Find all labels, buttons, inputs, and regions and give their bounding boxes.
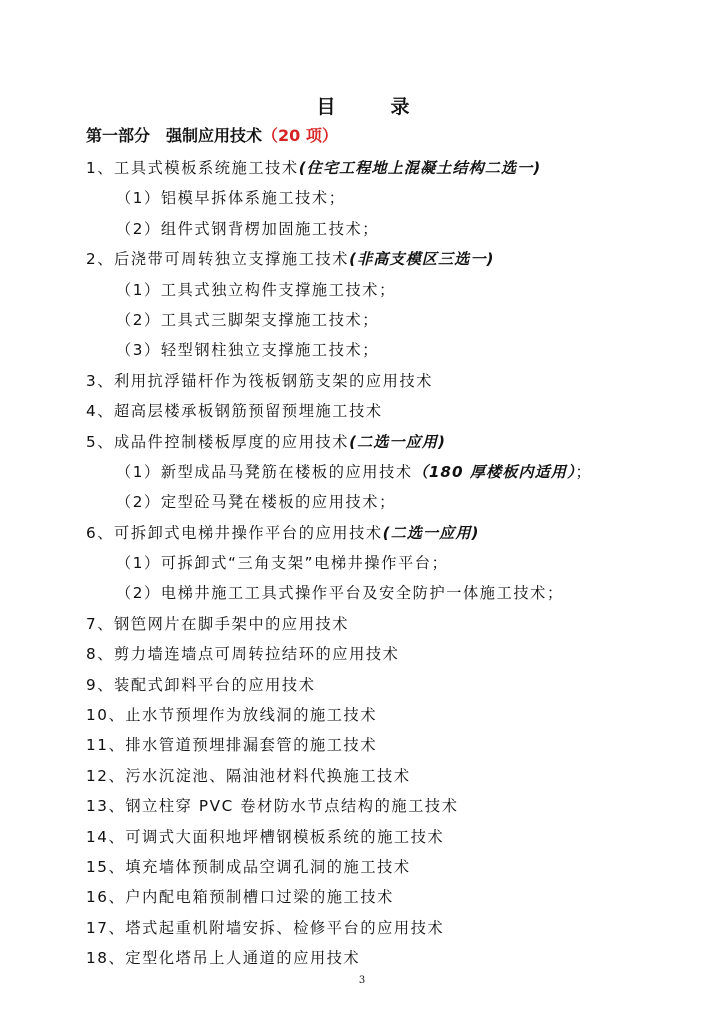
toc-entry-text: 5、成品件控制楼板厚度的应用技术 bbox=[86, 432, 350, 451]
toc-entry bbox=[0, 578, 724, 608]
toc-entry bbox=[0, 457, 724, 487]
page-number: 3 bbox=[358, 975, 366, 986]
toc-entry-text: 7、钢笆网片在脚手架中的应用技术 bbox=[86, 614, 350, 633]
toc-entry-note: （180 厚楼板内适用） bbox=[412, 462, 576, 481]
toc-entry bbox=[0, 396, 724, 426]
toc-title: 目 录 bbox=[316, 96, 428, 118]
toc-entry-text: 14、可调式大面积地坪槽钢模板系统的施工技术 bbox=[86, 827, 445, 846]
toc-entry-text: 17、塔式起重机附墙安拆、检修平台的应用技术 bbox=[86, 918, 445, 937]
toc-entry-note: (二选一应用) bbox=[349, 432, 446, 451]
toc-entry bbox=[0, 275, 724, 305]
toc-entry bbox=[0, 639, 724, 669]
toc-entry-text: 1、工具式模板系统施工技术 bbox=[86, 159, 299, 177]
toc-entry bbox=[0, 518, 724, 548]
toc-entry bbox=[0, 153, 724, 183]
part-count: （20 项） bbox=[262, 126, 338, 145]
toc-entry-text: （2）组件式钢背楞加固施工技术； bbox=[116, 219, 380, 238]
toc-entry-text: 10、止水节预埋作为放线洞的施工技术 bbox=[86, 706, 378, 725]
toc-entry bbox=[0, 214, 724, 244]
toc-entry bbox=[0, 822, 724, 852]
part-heading bbox=[86, 123, 338, 146]
toc-entry bbox=[0, 244, 724, 274]
toc-entry bbox=[0, 366, 724, 396]
toc-entry-text: 2、后浇带可周转独立支撑施工技术 bbox=[86, 250, 350, 269]
toc-entry-text: 3、利用抗浮锚杆作为筏板钢筋支架的应用技术 bbox=[86, 371, 434, 390]
toc-entry-text: （1）工具式独立构件支撑施工技术； bbox=[116, 280, 396, 299]
toc-entry-note: (非高支模区三选一) bbox=[349, 250, 495, 269]
part-label: 第一部分 强制应用技术 bbox=[86, 126, 263, 145]
toc-entry bbox=[0, 882, 724, 912]
toc-entry bbox=[0, 427, 724, 457]
toc-entry bbox=[0, 700, 724, 730]
toc-entry bbox=[0, 913, 724, 943]
toc-entry bbox=[0, 487, 724, 517]
toc-entry-text: 11、排水管道预埋排漏套管的施工技术 bbox=[86, 736, 378, 755]
toc-entry bbox=[0, 761, 724, 791]
toc-entry bbox=[0, 305, 724, 335]
toc-entry bbox=[0, 730, 724, 760]
toc-entry-text: 18、定型化塔吊上人通道的应用技术 bbox=[86, 949, 361, 968]
toc-entry-text: 15、填充墙体预制成品空调孔洞的施工技术 bbox=[86, 857, 411, 876]
toc-entry-text: （3）轻型钢柱独立支撑施工技术； bbox=[116, 341, 380, 360]
toc-entry bbox=[0, 791, 724, 821]
toc-entry bbox=[0, 852, 724, 882]
toc-entry bbox=[0, 670, 724, 700]
toc-entry-text: （1）可拆卸式“三角支架”电梯井操作平台； bbox=[116, 554, 449, 573]
toc-entry bbox=[0, 335, 724, 365]
toc-entry-text: （2）电梯井施工工具式操作平台及安全防护一体施工技术； bbox=[116, 584, 564, 603]
toc-entry-text: （1）铝模早拆体系施工技术； bbox=[116, 189, 346, 208]
toc-entry-note: (住宅工程地上混凝土结构二选一) bbox=[298, 159, 542, 177]
toc-entry bbox=[0, 183, 724, 213]
toc-entry-text: 6、可拆卸式电梯井操作平台的应用技术 bbox=[86, 523, 383, 542]
toc-entry bbox=[0, 548, 724, 578]
toc-entry-suffix: ； bbox=[575, 462, 593, 481]
toc-entry-text: 13、钢立柱穿 PVC 卷材防水节点结构的施工技术 bbox=[86, 797, 459, 816]
toc-list bbox=[0, 153, 724, 974]
toc-entry-note: (二选一应用) bbox=[382, 523, 480, 542]
toc-entry-text: 12、污水沉淀池、隔油池材料代换施工技术 bbox=[86, 766, 411, 785]
toc-entry-text: （1）新型成品马凳筋在楼板的应用技术 bbox=[116, 462, 413, 481]
toc-entry-text: （2）定型砼马凳在楼板的应用技术； bbox=[116, 493, 396, 512]
toc-entry-text: 16、户内配电箱预制槽口过梁的施工技术 bbox=[86, 888, 394, 907]
toc-entry bbox=[0, 943, 724, 973]
toc-entry-text: （2）工具式三脚架支撑施工技术； bbox=[116, 310, 380, 329]
toc-entry-text: 9、装配式卸料平台的应用技术 bbox=[86, 675, 316, 694]
toc-entry-text: 4、超高层楼承板钢筋预留预埋施工技术 bbox=[86, 402, 383, 421]
toc-entry-text: 8、剪力墙连墙点可周转拉结环的应用技术 bbox=[86, 645, 400, 664]
toc-entry bbox=[0, 609, 724, 639]
